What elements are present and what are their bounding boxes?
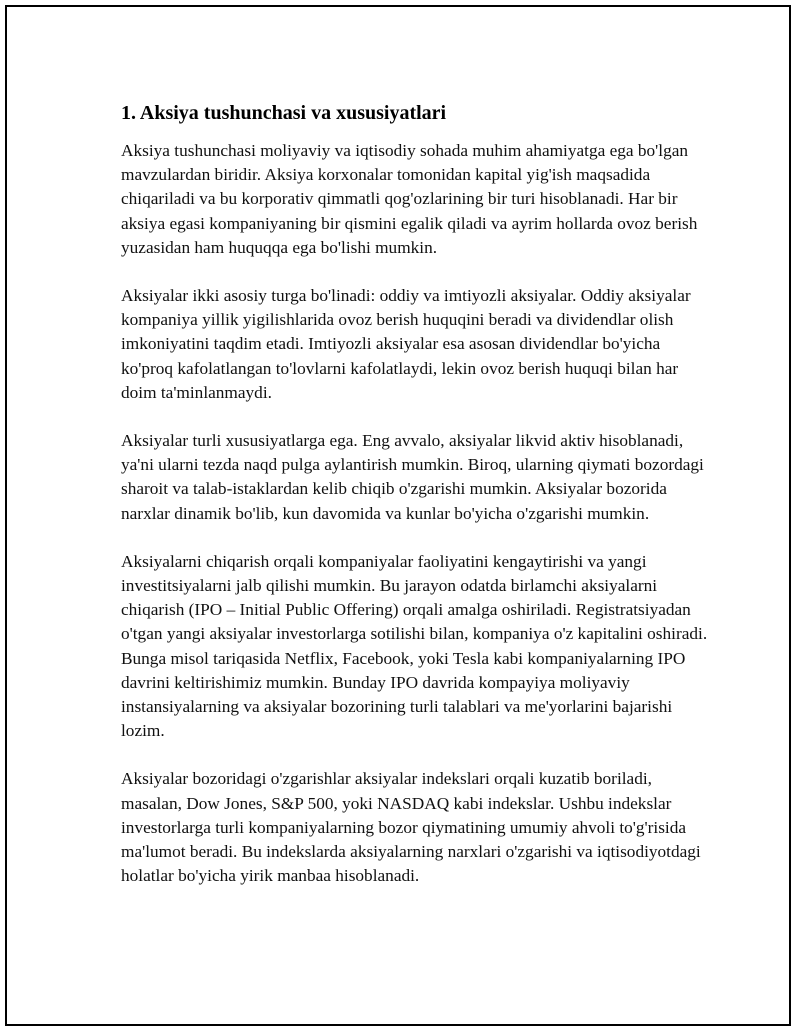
document-body bbox=[119, 99, 709, 912]
page-frame bbox=[5, 5, 791, 1026]
paragraph-1: Aksiya tushunchasi moliyaviy va iqtisodiy sohada muhim ahamiyatga ega bo'lgan mavzulardan biridir. Aksiya korxonalar tomonidan kapital yig'ish maqsadida chiqariladi va bu korporativ qimmatli qog'ozlarining bir turi hisoblanadi. Har bir aksiya egasi kompaniyaning bir qismini egalik qiladi va ayrim hollarda ovoz berish yuzasidan ham huquqqa ega bo'lishi mumkin. bbox=[121, 141, 698, 257]
paragraph-5: Aksiyalar bozoridagi o'zgarishlar aksiyalar indekslari orqali kuzatib boriladi, masalan, Dow Jones, S&P 500, yoki NASDAQ kabi indekslar. Ushbu indekslar investorlarga turli kompaniyalarning bozor qiymatining umumiy ahvoli to'g'risida ma'lumot beradi. Bu indekslarda aksiyalarning narxlari o'zgarishi va iqtisodiyotdagi holatlar bo'yicha yirik manbaa hisoblanadi. bbox=[121, 769, 701, 886]
section-title: 1. Aksiya tushunchasi va xususiyatlari bbox=[121, 102, 447, 124]
paragraph-4: Aksiyalarni chiqarish orqali kompaniyalar faoliyatini kengaytirishi va yangi investitsiyalarni jalb qilishi mumkin. Bu jarayon odatda birlamchi aksiyalarni chiqarish (IPO – Initial Public Offering) orqali amalga oshiriladi. Registratsiyadan o'tgan yangi aksiyalar investorlarga sotilishi bilan, kompaniya o'z kapitalini oshiradi. Bunga misol tariqasida Netflix, Facebook, yoki Tesla kabi kompaniyalarning IPO davrini keltirishimiz mumkin. Bunday IPO davrida kompayiya moliyaviy instansiyalarning va aksiyalar bozorining turli talablari va me'yorlarini bajarishi lozim. bbox=[121, 551, 708, 741]
paragraph-3: Aksiyalar turli xususiyatlarga ega. Eng avvalo, aksiyalar likvid aktiv hisoblanadi, ya'ni ularni tezda naqd pulga aylantirish mumkin. Biroq, ularning qiymati bozordagi sharoit va talab-istaklardan kelib chiqib o'zgarishi mumkin. Aksiyalar bozorida narxlar dinamik bo'lib, kun davomida va kunlar bo'yicha o'zgarishi mumkin. bbox=[121, 431, 704, 523]
paragraph-2: Aksiyalar ikki asosiy turga bo'linadi: oddiy va imtiyozli aksiyalar. Oddiy aksiyalar kompaniya yillik yigilishlarida ovoz berish huquqini beradi va dividendlar olish imkoniyatini taqdim etadi. Imtiyozli aksiyalar esa asosan dividendlar bo'yicha ko'proq kafolatlangan to'lovlarni kafolatlaydi, lekin ovoz berish huquqi bilan har doim ta'minlanmaydi. bbox=[121, 286, 691, 402]
